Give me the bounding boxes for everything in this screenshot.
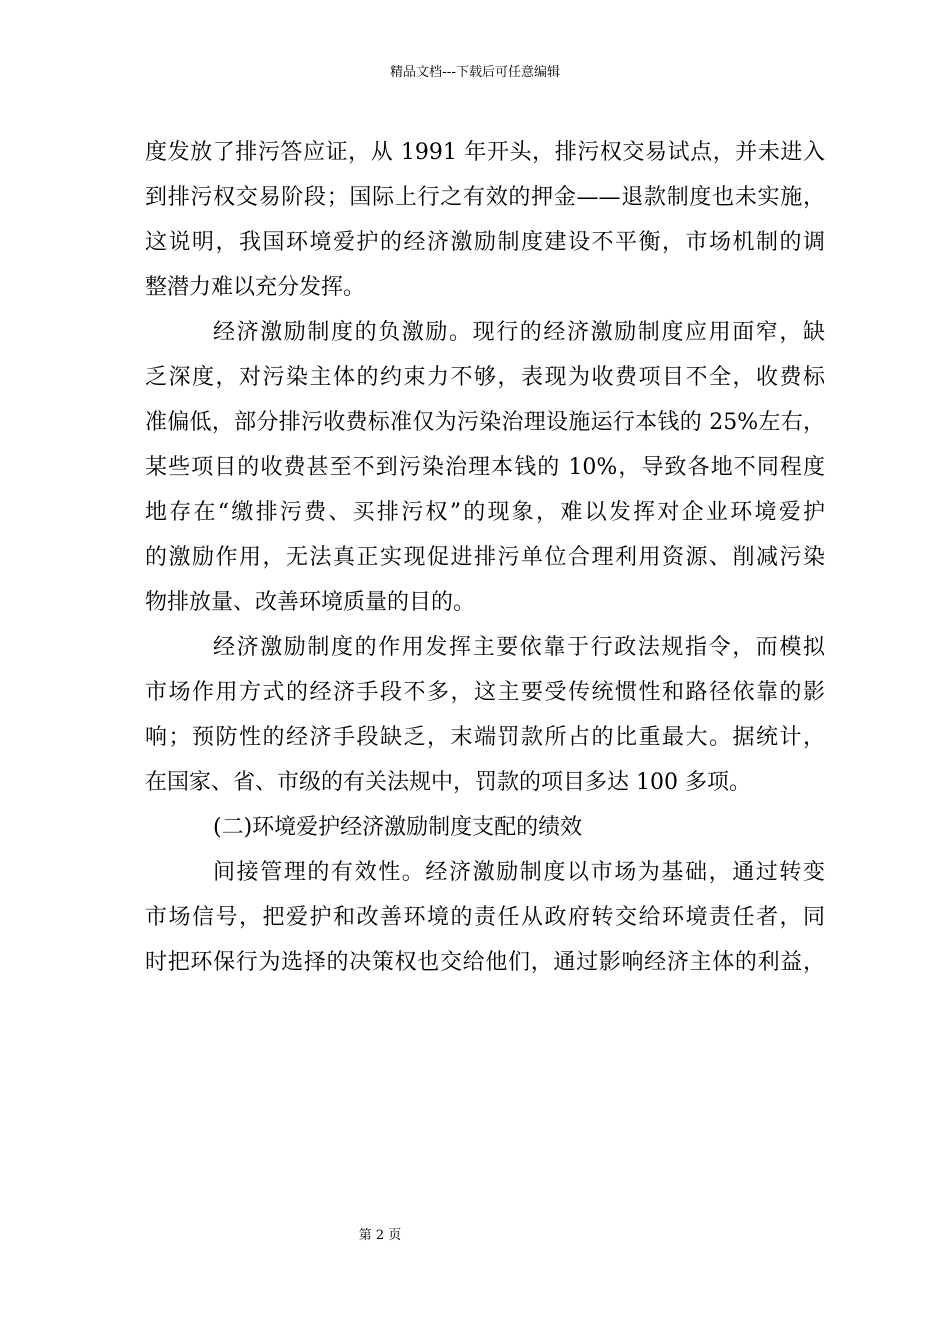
text-line: 准偏低，部分排污收费标准仅为污染治理设施运行本钱的 25%左右，: [145, 410, 825, 435]
text-line: 市场作用方式的经济手段不多，这主要受传统惯性和路径依靠的影: [145, 680, 825, 705]
text-line: 在国家、省、市级的有关法规中，罚款的项目多达 100 多项。: [145, 770, 751, 795]
document-body: [145, 130, 825, 985]
section-heading: (二)环境爱护经济激励制度支配的绩效: [213, 815, 583, 840]
text-line: 物排放量、改善环境质量的目的。: [145, 590, 476, 615]
page-header: 精品文档---下载后可任意编辑: [389, 65, 561, 80]
text-line: 响；预防性的经济手段缺乏，末端罚款所占的比重最大。据统计，: [145, 725, 825, 750]
text-line: 乏深度，对污染主体的约束力不够，表现为收费项目不全，收费标: [145, 365, 825, 390]
text-line: 经济激励制度的作用发挥主要依靠于行政法规指令，而模拟: [213, 635, 825, 660]
text-line: 间接管理的有效性。经济激励制度以市场为基础，通过转变: [213, 860, 825, 885]
text-line: 市场信号，把爱护和改善环境的责任从政府转交给环境责任者，同: [145, 905, 825, 930]
page-number: 第 2 页: [358, 1228, 402, 1243]
text-line: 时把环保行为选择的决策权也交给他们，通过影响经济主体的利益，: [145, 950, 825, 975]
text-line: 整潜力难以充分发挥。: [145, 275, 366, 300]
text-line: 这说明，我国环境爱护的经济激励制度建设不平衡，市场机制的调: [145, 230, 825, 255]
text-line: 地存在“缴排污费、买排污权”的现象，难以发挥对企业环境爱护: [145, 500, 825, 525]
text-line: 的激励作用，无法真正实现促进排污单位合理利用资源、削减污染: [145, 545, 825, 570]
text-line: 经济激励制度的负激励。现行的经济激励制度应用面窄，缺: [213, 320, 825, 345]
text-line: 到排污权交易阶段；国际上行之有效的押金——退款制度也未实施，: [145, 185, 825, 210]
text-line: 度发放了排污答应证，从 1991 年开头，排污权交易试点，并未进入: [145, 140, 825, 165]
text-line: 某些项目的收费甚至不到污染治理本钱的 10%，导致各地不同程度: [145, 455, 825, 480]
